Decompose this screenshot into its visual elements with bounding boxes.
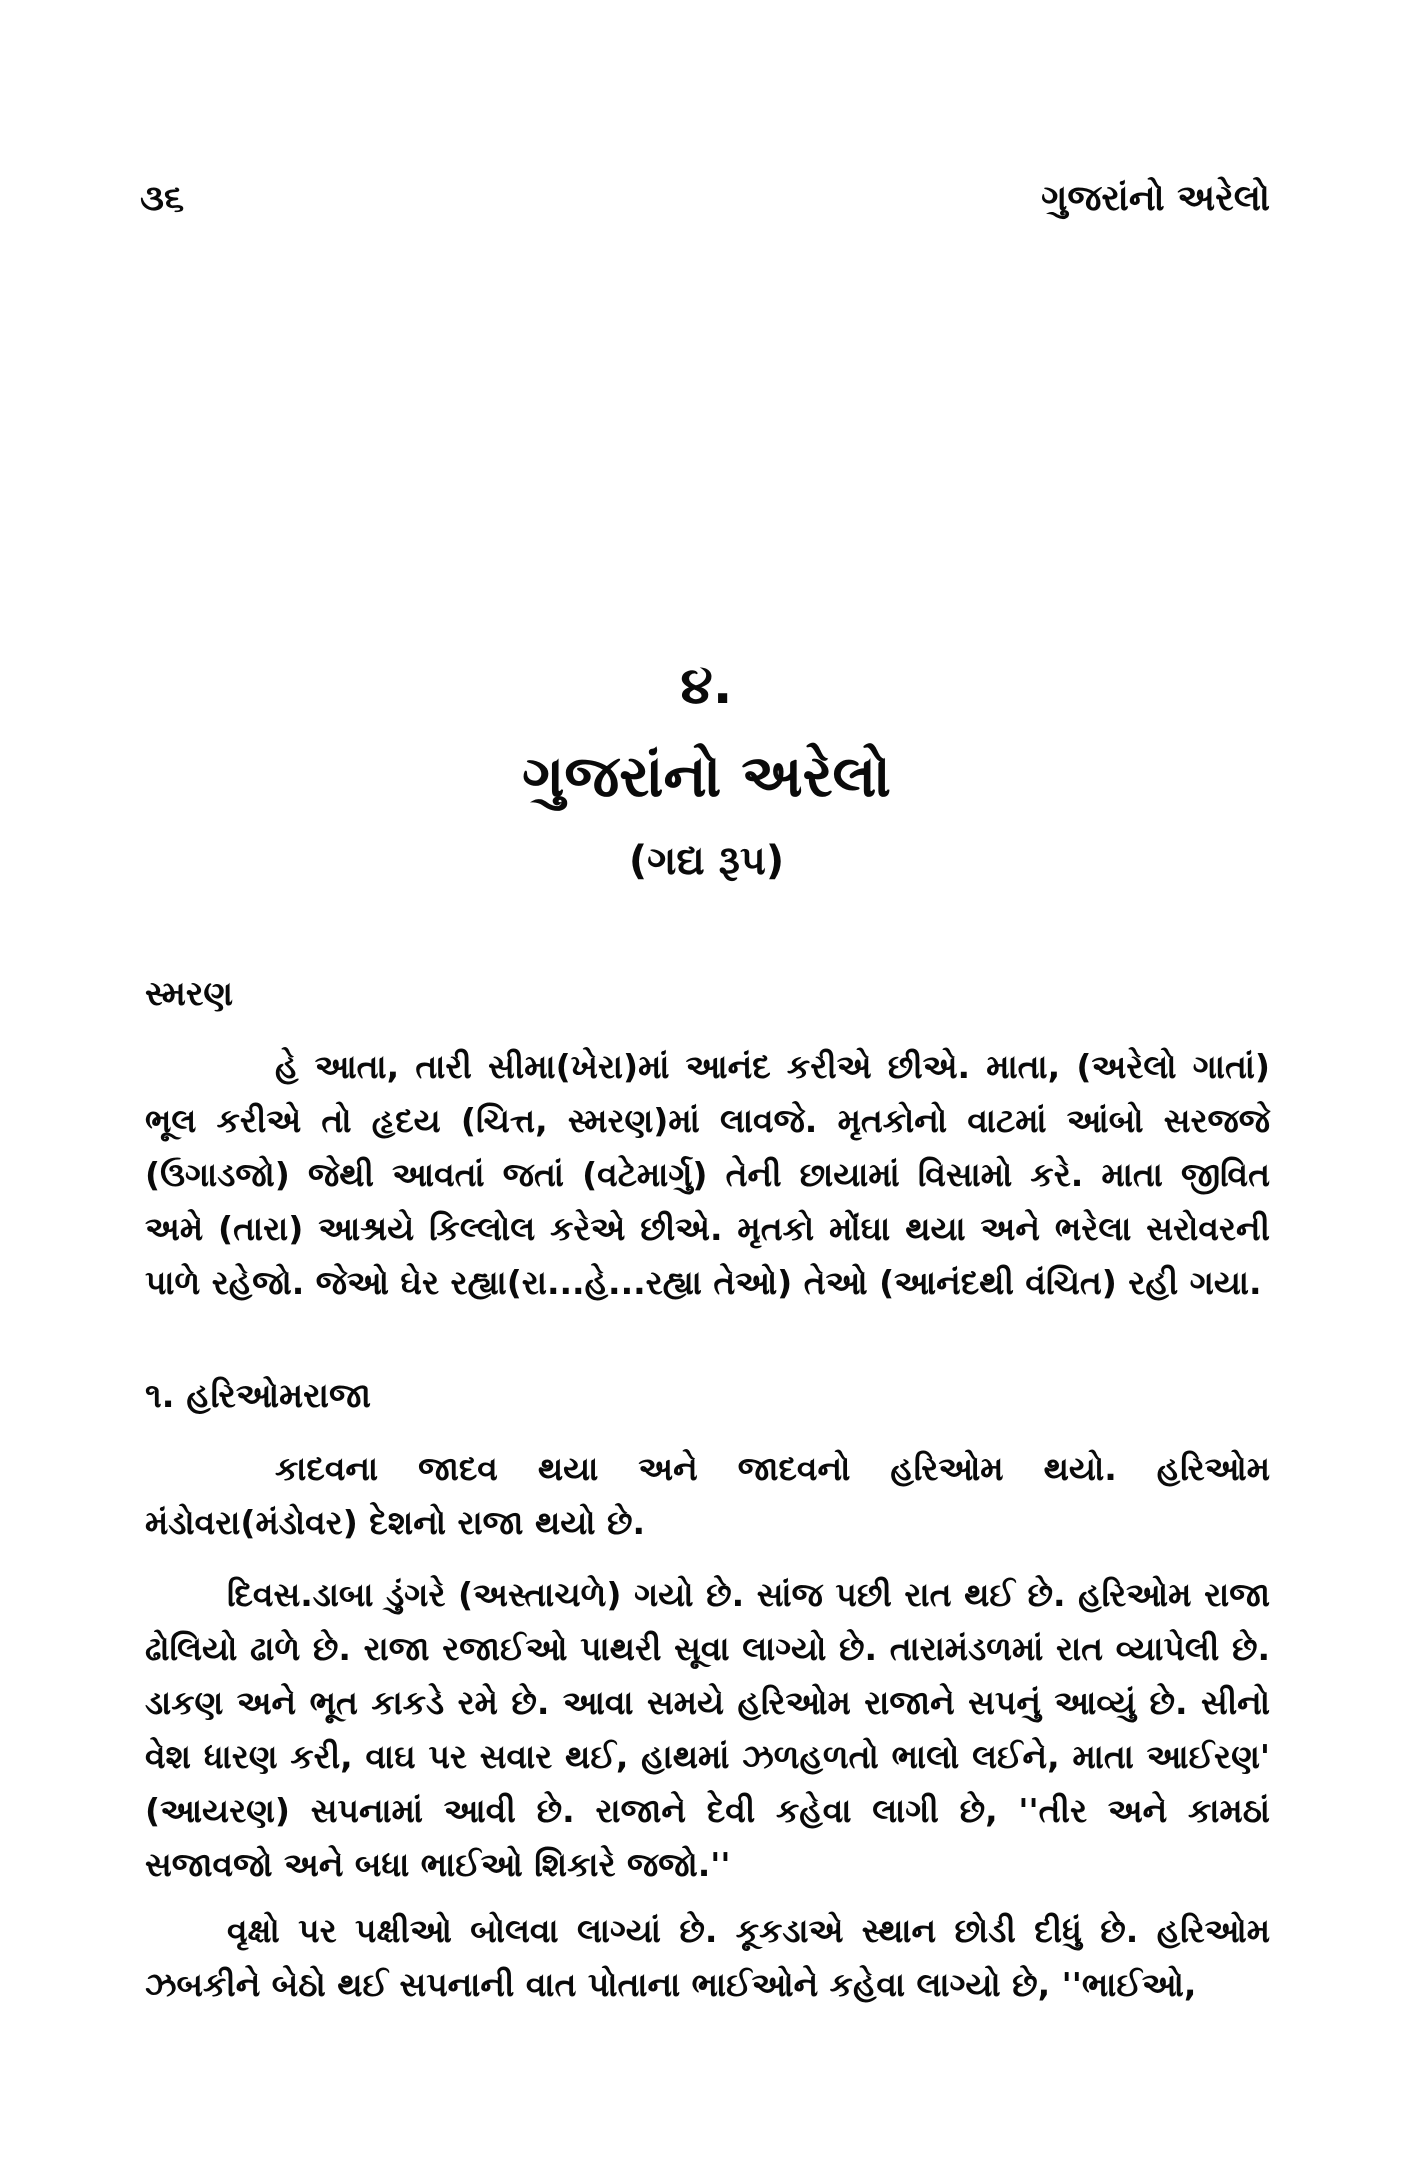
smaran-section <box>145 974 1270 1014</box>
chapter-number: ૪. <box>680 656 733 716</box>
running-title: ગુજરાંનો અરેલો <box>1041 178 1270 219</box>
harioma-paragraph-1: કાદવના જાદવ થયા અને જાદવનો હરિઓમ થયો. હરિઓમ મંડોવરા(મંડોવર) દેશનો રાજા થયો છે. <box>145 1449 1270 1542</box>
chapter-subtitle: (ગદ્ય રૂપ) <box>628 838 785 884</box>
smaran-body <box>145 1040 1270 1310</box>
chapter-title: ગુજરાંનો અરેલો <box>522 742 891 810</box>
harioma-body-3 <box>145 1904 1270 2012</box>
harioma-paragraph-3: વૃક્ષો પર પક્ષીઓ બોલવા લાગ્યાં છે. કૂકડાએ સ્થાન છોડી દીધું છે. હરિઓમ ઝબકીને બેઠો થઈ સપનાની વાત પોતાના ભાઈઓને કહેવા લાગ્યો છે, ''ભાઈઓ, <box>145 1911 1270 2004</box>
page-number: ૩૬ <box>140 178 185 219</box>
harioma-body-1 <box>145 1442 1270 1550</box>
harioma-heading: ૧. હરિઓમરાજા <box>145 1376 372 1416</box>
smaran-paragraph: હે આતા, તારી સીમા(ખેરા)માં આનંદ કરીએ છીએ. માતા, (અરેલો ગાતાં) ભૂલ કરીએ તો હૃદય (ચિત્ત, સ્મરણ)માં લાવજે. મૃતકોનો વાટમાં આંબો સરજજે (ઉગાડજો) જેથી આવતાં જતાં (વટેમાર્ગુ) તેની છાયામાં વિસામો કરે. માતા જીવિત અમે (તારા) આશ્રયે કિલ્લોલ કરેએ છીએ. મૃતકો મોંઘા થયા અને ભરેલા સરોવરની પાળે રહેજો. જેઓ ઘેર રહ્યા(રા...હે...રહ્યા તેઓ) તેઓ (આનંદથી વંચિત) રહી ગયા. <box>145 1047 1270 1302</box>
harioma-body-2 <box>145 1568 1270 1892</box>
smaran-heading: સ્મરણ <box>145 974 234 1014</box>
harioma-section <box>145 1376 1270 1416</box>
harioma-paragraph-2: દિવસ.ડાબા ડુંગરે (અસ્તાચળે) ગયો છે. સાંજ પછી રાત થઈ છે. હરિઓમ રાજા ઢોલિયો ઢાળે છે. રાજા રજાઈઓ પાથરી સૂવા લાગ્યો છે. તારામંડળમાં રાત વ્યાપેલી છે. ડાકણ અને ભૂત કાકડે રમે છે. આવા સમયે હરિઓમ રાજાને સપનું આવ્યું છે. સીનો વેશ ધારણ કરી, વાઘ પર સવાર થઈ, હાથમાં ઝળહળતો ભાલો લઈને, માતા આઈરણ' (આયરણ) સપનામાં આવી છે. રાજાને દેવી કહેવા લાગી છે, ''તીર અને કામઠાં સજાવજો અને બધા ભાઈઓ શિકારે જજો.'' <box>145 1575 1270 1884</box>
